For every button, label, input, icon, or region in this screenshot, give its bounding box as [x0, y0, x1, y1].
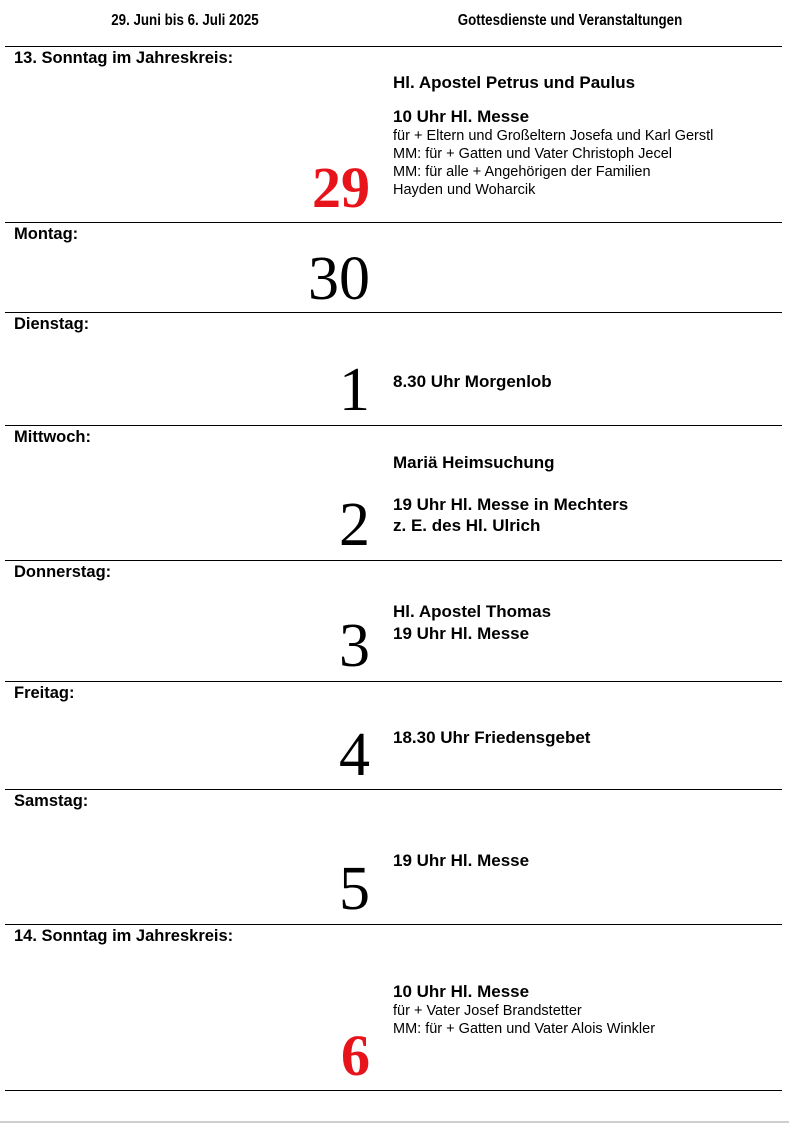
feast-title: Hl. Apostel Petrus und Paulus	[393, 73, 636, 92]
day-row-tuesday-1	[5, 312, 782, 426]
day-number: 4	[339, 721, 370, 789]
event-line: 18.30 Uhr Friedensgebet	[393, 728, 591, 747]
event-line: 8.30 Uhr Morgenlob	[393, 372, 552, 391]
day-row-thursday-3	[5, 560, 782, 682]
day-content	[393, 850, 778, 871]
day-name: Mittwoch:	[14, 428, 91, 446]
column-title: Gottesdienste und Veranstaltungen	[457, 12, 683, 29]
day-number: 29	[312, 155, 370, 220]
event-line: 10 Uhr Hl. Messe	[393, 107, 530, 126]
day-content	[393, 601, 778, 644]
event-line: z. E. des Hl. Ulrich	[393, 516, 541, 535]
day-row-monday-30	[5, 222, 782, 313]
day-content	[393, 72, 778, 199]
day-content	[393, 371, 778, 392]
day-number: 1	[339, 356, 370, 424]
day-name: 13. Sonntag im Jahreskreis:	[14, 49, 234, 67]
day-name: Dienstag:	[14, 315, 90, 333]
bottom-divider	[5, 1090, 782, 1091]
day-name: Donnerstag:	[14, 563, 112, 581]
event-line: 19 Uhr Hl. Messe	[393, 851, 530, 870]
day-number: 2	[339, 491, 370, 559]
day-row-friday-4	[5, 681, 782, 790]
intention-line: für + Eltern und Großeltern Josefa und Karl Gerstl	[393, 128, 714, 144]
intention-line: MM: für + Gatten und Vater Christoph Jecel	[393, 146, 672, 162]
day-number: 3	[339, 612, 370, 680]
day-name: 14. Sonntag im Jahreskreis:	[14, 927, 234, 945]
day-name: Samstag:	[14, 792, 89, 810]
day-row-wednesday-2	[5, 425, 782, 561]
event-line: 19 Uhr Hl. Messe in Mechters	[393, 495, 629, 514]
day-row-sunday-29	[5, 46, 782, 223]
day-number: 6	[341, 1023, 370, 1088]
intention-line: Hayden und Woharcik	[393, 182, 536, 198]
event-line: 10 Uhr Hl. Messe	[393, 982, 530, 1001]
day-name: Freitag:	[14, 684, 75, 702]
feast-title: Mariä Heimsuchung	[393, 453, 555, 472]
event-line: 19 Uhr Hl. Messe	[393, 624, 530, 643]
intention-line: MM: für + Gatten und Vater Alois Winkler	[393, 1021, 656, 1037]
feast-title: Hl. Apostel Thomas	[393, 602, 552, 621]
day-number: 30	[308, 245, 370, 313]
day-content	[393, 727, 778, 748]
day-row-sunday-6	[5, 924, 782, 1091]
intention-line: für + Vater Josef Brandstetter	[393, 1003, 582, 1019]
day-name: Montag:	[14, 225, 79, 243]
day-content	[393, 981, 778, 1038]
day-content	[393, 452, 778, 536]
day-number: 5	[339, 855, 370, 923]
intention-line: MM: für alle + Angehörigen der Familien	[393, 164, 651, 180]
page-header	[0, 0, 789, 46]
day-row-saturday-5	[5, 789, 782, 925]
date-range-title: 29. Juni bis 6. Juli 2025	[111, 12, 259, 29]
